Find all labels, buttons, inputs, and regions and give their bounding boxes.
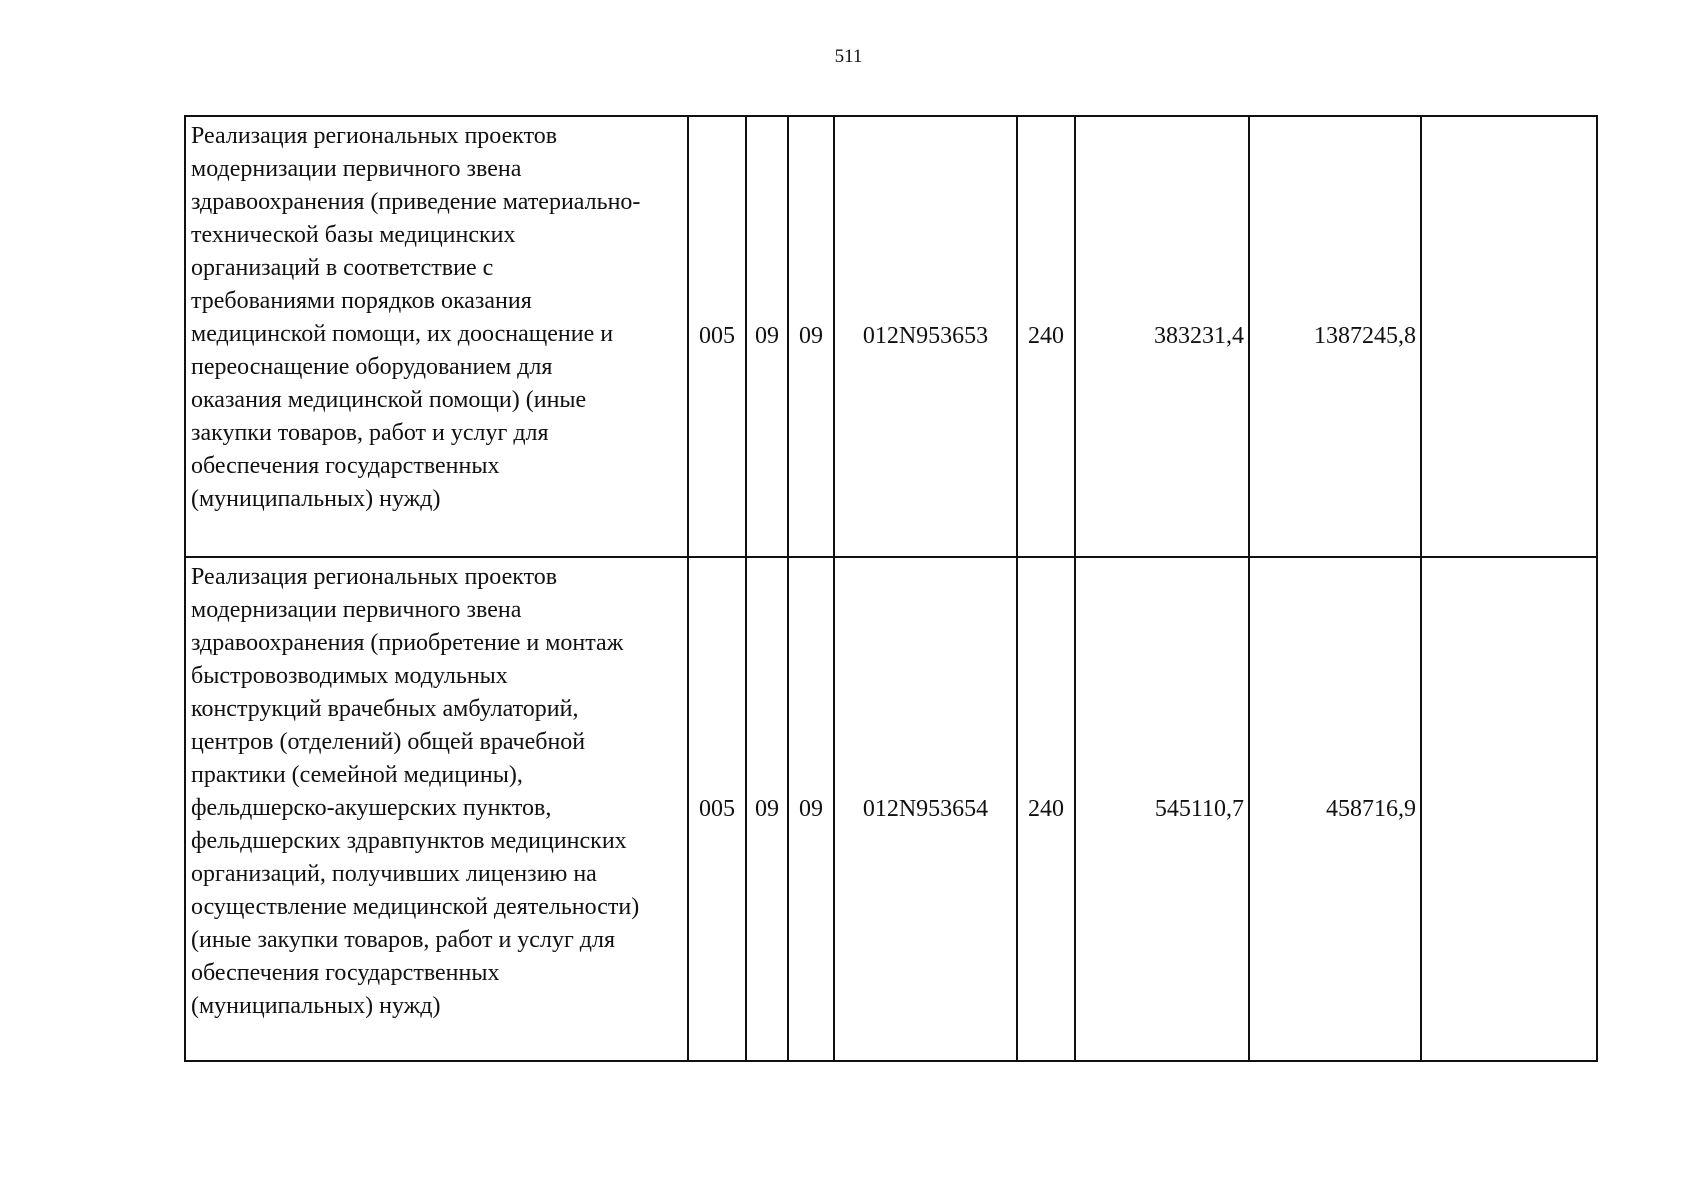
ministry-code: 005: [688, 116, 746, 557]
budget-table: [184, 115, 1598, 1062]
description-line: обеспечения государственных: [191, 960, 500, 986]
expense-type-code: 240: [1017, 557, 1075, 1061]
description-line: организаций, получивших лицензию на: [191, 861, 597, 887]
amount-2: 1387245,8: [1249, 116, 1421, 557]
description-line: быстровозводимых модульных: [191, 663, 508, 689]
description-line: фельдшерских здравпунктов медицинских: [191, 828, 627, 854]
table-row: [185, 557, 1597, 1061]
target-article-code: 012N953654: [834, 557, 1017, 1061]
amount-1: 383231,4: [1075, 116, 1249, 557]
expense-type-code: 240: [1017, 116, 1075, 557]
description-line: организаций в соответствие с: [191, 255, 494, 281]
description-line: модернизации первичного звена: [191, 156, 522, 182]
description-line: медицинской помощи, их дооснащение и: [191, 321, 614, 347]
ministry-code: 005: [688, 557, 746, 1061]
description-line: центров (отделений) общей врачебной: [191, 729, 586, 755]
description-line: требованиями порядков оказания: [191, 288, 532, 314]
target-article-code: 012N953653: [834, 116, 1017, 557]
description-line: закупки товаров, работ и услуг для: [191, 420, 549, 446]
description-line: (муниципальных) нужд): [191, 993, 441, 1019]
description-line: (муниципальных) нужд): [191, 486, 441, 512]
section-code: 09: [746, 116, 788, 557]
description-line: здравоохранения (приведение материально-: [191, 189, 641, 215]
amount-1: 545110,7: [1075, 557, 1249, 1061]
description-line: Реализация региональных проектов: [191, 564, 558, 590]
amount-2: 458716,9: [1249, 557, 1421, 1061]
table-row: [185, 116, 1597, 557]
description-line: оказания медицинской помощи) (иные: [191, 387, 587, 413]
description-line: фельдшерско-акушерских пунктов,: [191, 795, 552, 821]
subsection-code: 09: [788, 557, 834, 1061]
subsection-code: 09: [788, 116, 834, 557]
section-code: 09: [746, 557, 788, 1061]
description-line: здравоохранения (приобретение и монтаж: [191, 630, 624, 656]
amount-3: [1421, 557, 1597, 1061]
description-line: технической базы медицинских: [191, 222, 516, 248]
description-line: обеспечения государственных: [191, 453, 500, 479]
description-line: практики (семейной медицины),: [191, 762, 523, 788]
expense-description: [185, 116, 688, 557]
description-line: осуществление медицинской деятельности): [191, 894, 640, 920]
description-line: (иные закупки товаров, работ и услуг для: [191, 927, 616, 953]
description-line: Реализация региональных проектов: [191, 123, 558, 149]
description-line: переоснащение оборудованием для: [191, 354, 553, 380]
amount-3: [1421, 116, 1597, 557]
expense-description: [185, 557, 688, 1061]
description-line: конструкций врачебных амбулаторий,: [191, 696, 579, 722]
page-number: 511: [834, 46, 863, 67]
description-line: модернизации первичного звена: [191, 597, 522, 623]
